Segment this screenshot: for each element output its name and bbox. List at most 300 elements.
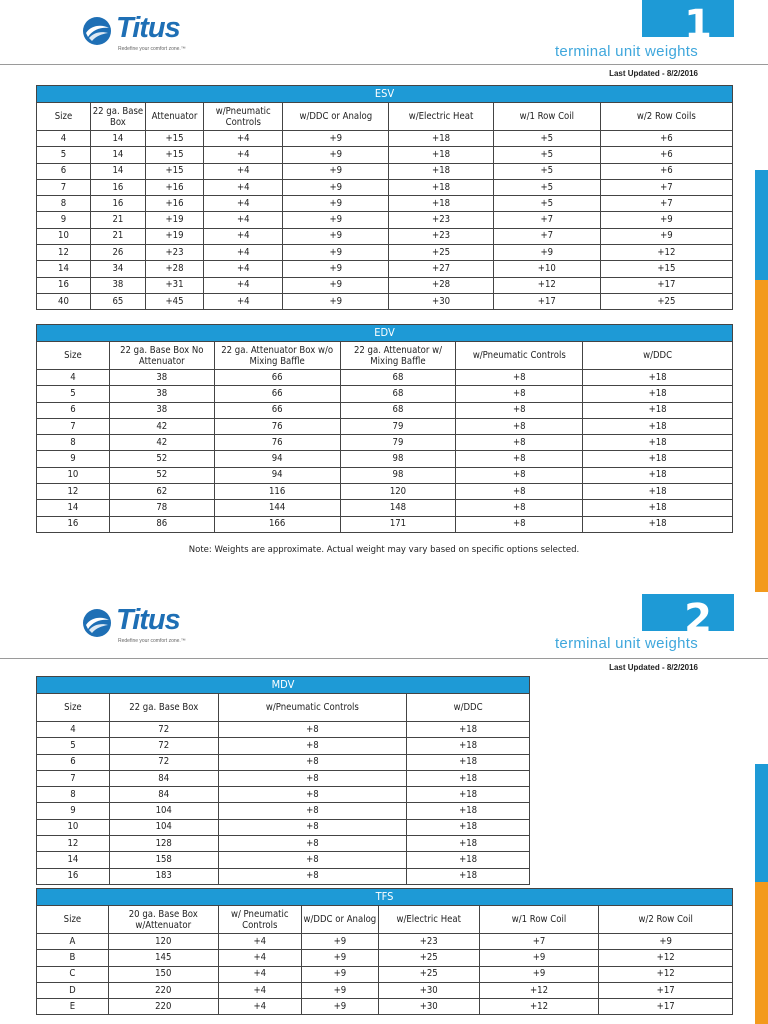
table-cell: 38 — [109, 402, 214, 418]
table-cell: +8 — [218, 803, 407, 819]
table-cell: +4 — [218, 982, 301, 998]
table-cell: 72 — [109, 738, 218, 754]
table-cell: 158 — [109, 852, 218, 868]
table-row — [37, 803, 530, 819]
table-cell: +8 — [218, 754, 407, 770]
table-cell: +28 — [389, 277, 494, 293]
column-header: w/2 Row Coils — [600, 103, 732, 131]
table-cell: +12 — [479, 999, 599, 1015]
table-cell: 65 — [90, 293, 145, 309]
table-cell: 34 — [90, 261, 145, 277]
table-cell: +30 — [389, 293, 494, 309]
table-cell: 68 — [340, 402, 456, 418]
table-row — [37, 722, 530, 738]
table-cell: +15 — [145, 163, 203, 179]
table-cell: 10 — [37, 819, 110, 835]
table-cell: +4 — [204, 131, 283, 147]
table-cell: B — [37, 950, 109, 966]
table-row — [37, 245, 733, 261]
table-cell: 79 — [340, 418, 456, 434]
column-header: 20 ga. Base Box w/Attenuator — [108, 906, 218, 934]
last-updated: Last Updated - 8/2/2016 — [609, 69, 698, 78]
column-header: w/ Pneumatic Controls — [218, 906, 301, 934]
table-cell: +19 — [145, 212, 203, 228]
table-row — [37, 934, 733, 950]
page-number-badge: 1 — [642, 0, 734, 37]
tfs-table — [36, 888, 733, 1015]
table-cell: 104 — [109, 819, 218, 835]
table-cell: +9 — [479, 950, 599, 966]
table-cell: +16 — [145, 196, 203, 212]
table-title: EDV — [37, 325, 733, 342]
table-cell: 79 — [340, 435, 456, 451]
table-cell: +18 — [583, 386, 733, 402]
table-cell: +7 — [479, 934, 599, 950]
table-cell: +8 — [218, 722, 407, 738]
table-cell: 16 — [90, 179, 145, 195]
page-number-badge: 2 — [642, 594, 734, 631]
table-cell: 5 — [37, 386, 110, 402]
table-row — [37, 418, 733, 434]
table-cell: 94 — [214, 467, 340, 483]
table-cell: +8 — [456, 418, 583, 434]
table-cell: 14 — [90, 131, 145, 147]
column-header: w/1 Row Coil — [493, 103, 600, 131]
column-header: w/1 Row Coil — [479, 906, 599, 934]
table-cell: 16 — [37, 516, 110, 532]
table-cell: +8 — [218, 836, 407, 852]
table-cell: 220 — [108, 999, 218, 1015]
table-row — [37, 370, 733, 386]
table-cell: 9 — [37, 212, 91, 228]
table-row — [37, 261, 733, 277]
header-divider — [0, 658, 768, 659]
table-cell: 38 — [109, 386, 214, 402]
table-cell: +17 — [599, 999, 733, 1015]
table-row — [37, 386, 733, 402]
table-row — [37, 131, 733, 147]
table-cell: +18 — [389, 147, 494, 163]
column-header: w/DDC or Analog — [283, 103, 389, 131]
column-header: w/Electric Heat — [378, 906, 479, 934]
table-cell: 4 — [37, 370, 110, 386]
table-cell: 7 — [37, 418, 110, 434]
table-cell: 120 — [340, 484, 456, 500]
table-cell: +5 — [493, 131, 600, 147]
table-cell: +18 — [407, 754, 530, 770]
table-cell: +9 — [283, 131, 389, 147]
table-cell: +31 — [145, 277, 203, 293]
table-row — [37, 500, 733, 516]
column-header: 22 ga. Base Box No Attenuator — [109, 342, 214, 370]
table-cell: +18 — [407, 868, 530, 884]
table-cell: 52 — [109, 451, 214, 467]
table-cell: +18 — [583, 418, 733, 434]
table-cell: +9 — [301, 934, 378, 950]
table-cell: 220 — [108, 982, 218, 998]
table-cell: +4 — [204, 277, 283, 293]
brand-tagline: Redefine your comfort zone.™ — [118, 46, 186, 52]
brand-name: Titus — [116, 604, 180, 636]
table-cell: 72 — [109, 722, 218, 738]
table-cell: 38 — [109, 370, 214, 386]
table-cell: +9 — [493, 245, 600, 261]
table-cell: 120 — [108, 934, 218, 950]
table-cell: +7 — [493, 228, 600, 244]
table-cell: +19 — [145, 228, 203, 244]
table-cell: +8 — [218, 770, 407, 786]
table-row — [37, 277, 733, 293]
table-cell: C — [37, 966, 109, 982]
column-header: Size — [37, 906, 109, 934]
table-cell: 42 — [109, 435, 214, 451]
table-cell: +4 — [204, 212, 283, 228]
table-cell: +27 — [389, 261, 494, 277]
table-cell: +17 — [599, 982, 733, 998]
table-cell: 5 — [37, 147, 91, 163]
side-tab-blue — [755, 170, 768, 280]
table-cell: 8 — [37, 787, 110, 803]
column-header: w/DDC — [407, 694, 530, 722]
table-cell: 183 — [109, 868, 218, 884]
side-tab-orange — [755, 882, 768, 1024]
table-cell: +4 — [204, 147, 283, 163]
table-cell: 68 — [340, 386, 456, 402]
table-row — [37, 293, 733, 309]
table-cell: +9 — [283, 179, 389, 195]
table-cell: 6 — [37, 754, 110, 770]
table-cell: 76 — [214, 435, 340, 451]
table-cell: +18 — [407, 819, 530, 835]
table-cell: +8 — [456, 500, 583, 516]
table-cell: 116 — [214, 484, 340, 500]
table-cell: 14 — [90, 147, 145, 163]
table-row — [37, 738, 530, 754]
table-row — [37, 950, 733, 966]
table-cell: +8 — [218, 868, 407, 884]
table-cell: +8 — [218, 787, 407, 803]
table-cell: +15 — [145, 147, 203, 163]
column-header: w/DDC or Analog — [301, 906, 378, 934]
table-row — [37, 451, 733, 467]
table-cell: +18 — [583, 484, 733, 500]
table-row — [37, 228, 733, 244]
table-cell: +23 — [389, 228, 494, 244]
table-cell: 26 — [90, 245, 145, 261]
table-cell: 144 — [214, 500, 340, 516]
table-cell: 128 — [109, 836, 218, 852]
table-cell: +9 — [283, 163, 389, 179]
table-row — [37, 212, 733, 228]
table-cell: +8 — [456, 370, 583, 386]
table-cell: 150 — [108, 966, 218, 982]
table-cell: +8 — [218, 738, 407, 754]
table-row — [37, 852, 530, 868]
table-cell: +25 — [378, 950, 479, 966]
column-header: w/Pneumatic Controls — [218, 694, 407, 722]
table-cell: 4 — [37, 131, 91, 147]
table-cell: +7 — [600, 179, 732, 195]
table-cell: +18 — [583, 402, 733, 418]
table-cell: +18 — [407, 722, 530, 738]
table-cell: +12 — [599, 950, 733, 966]
table-cell: 40 — [37, 293, 91, 309]
table-row — [37, 147, 733, 163]
table-cell: +18 — [389, 131, 494, 147]
titus-logo — [82, 604, 222, 644]
page-subtitle: terminal unit weights — [554, 635, 698, 652]
table-cell: 14 — [90, 163, 145, 179]
table-cell: +6 — [600, 131, 732, 147]
table-cell: +5 — [493, 163, 600, 179]
table-cell: 12 — [37, 484, 110, 500]
table-cell: 7 — [37, 179, 91, 195]
table-cell: 171 — [340, 516, 456, 532]
table-cell: +5 — [493, 147, 600, 163]
table-cell: +10 — [493, 261, 600, 277]
table-cell: +8 — [218, 852, 407, 868]
table-cell: +15 — [600, 261, 732, 277]
table-cell: 4 — [37, 722, 110, 738]
table-cell: +9 — [301, 999, 378, 1015]
table-cell: +9 — [283, 245, 389, 261]
header-divider — [0, 64, 768, 65]
table-cell: 98 — [340, 451, 456, 467]
table-cell: +9 — [301, 950, 378, 966]
table-cell: +23 — [378, 934, 479, 950]
edv-table — [36, 324, 733, 533]
side-tab-blue — [755, 764, 768, 882]
table-cell: 166 — [214, 516, 340, 532]
table-cell: 148 — [340, 500, 456, 516]
column-header: 22 ga. Base Box — [109, 694, 218, 722]
table-cell: +7 — [493, 212, 600, 228]
table-cell: +8 — [456, 516, 583, 532]
table-cell: +30 — [378, 982, 479, 998]
table-cell: +18 — [389, 163, 494, 179]
table-cell: +28 — [145, 261, 203, 277]
column-header: Size — [37, 694, 110, 722]
table-cell: +9 — [283, 261, 389, 277]
table-cell: +18 — [407, 803, 530, 819]
table-cell: +17 — [600, 277, 732, 293]
table-cell: 78 — [109, 500, 214, 516]
table-cell: 8 — [37, 435, 110, 451]
table-cell: 42 — [109, 418, 214, 434]
column-header: 22 ga. Attenuator w/ Mixing Baffle — [340, 342, 456, 370]
table-cell: +8 — [218, 819, 407, 835]
table-cell: 62 — [109, 484, 214, 500]
table-cell: +17 — [493, 293, 600, 309]
table-cell: 66 — [214, 386, 340, 402]
table-row — [37, 868, 530, 884]
table-cell: +23 — [145, 245, 203, 261]
table-cell: +4 — [218, 966, 301, 982]
esv-table — [36, 85, 733, 310]
table-row — [37, 966, 733, 982]
table-cell: +5 — [493, 179, 600, 195]
table-cell: 104 — [109, 803, 218, 819]
table-cell: 21 — [90, 228, 145, 244]
table-cell: +4 — [204, 245, 283, 261]
table-cell: 68 — [340, 370, 456, 386]
table-cell: +8 — [456, 467, 583, 483]
table-cell: +8 — [456, 484, 583, 500]
brand-name: Titus — [116, 12, 180, 44]
table-cell: +8 — [456, 451, 583, 467]
table-cell: 94 — [214, 451, 340, 467]
table-row — [37, 836, 530, 852]
table-row — [37, 770, 530, 786]
table-cell: 14 — [37, 261, 91, 277]
table-cell: +9 — [600, 228, 732, 244]
table-cell: +9 — [301, 982, 378, 998]
table-cell: +4 — [204, 293, 283, 309]
table-cell: +18 — [407, 787, 530, 803]
table-cell: +18 — [407, 836, 530, 852]
table-cell: +16 — [145, 179, 203, 195]
table-cell: 6 — [37, 402, 110, 418]
table-cell: 76 — [214, 418, 340, 434]
page-2 — [0, 592, 768, 1024]
table-cell: +18 — [583, 451, 733, 467]
table-cell: +18 — [389, 196, 494, 212]
table-cell: 66 — [214, 370, 340, 386]
column-header: 22 ga. Base Box — [90, 103, 145, 131]
table-cell: 66 — [214, 402, 340, 418]
column-header: Size — [37, 342, 110, 370]
table-cell: 72 — [109, 754, 218, 770]
table-row — [37, 982, 733, 998]
table-cell: D — [37, 982, 109, 998]
column-header: Attenuator — [145, 103, 203, 131]
column-header: Size — [37, 103, 91, 131]
page-subtitle: terminal unit weights — [554, 43, 698, 60]
table-cell: 6 — [37, 163, 91, 179]
table-cell: +9 — [479, 966, 599, 982]
table-cell: +6 — [600, 147, 732, 163]
table-row — [37, 999, 733, 1015]
table-cell: 8 — [37, 196, 91, 212]
table-cell: +25 — [389, 245, 494, 261]
table-cell: 16 — [37, 868, 110, 884]
table-cell: 52 — [109, 467, 214, 483]
table-cell: 12 — [37, 836, 110, 852]
table-cell: +12 — [600, 245, 732, 261]
column-header: w/Electric Heat — [389, 103, 494, 131]
column-header: 22 ga. Attenuator Box w/o Mixing Baffle — [214, 342, 340, 370]
table-cell: 86 — [109, 516, 214, 532]
table-title: TFS — [37, 889, 733, 906]
column-header: w/Pneumatic Controls — [204, 103, 283, 131]
table-cell: 10 — [37, 228, 91, 244]
table-cell: +4 — [204, 179, 283, 195]
table-cell: +8 — [456, 386, 583, 402]
table-row — [37, 196, 733, 212]
table-cell: +12 — [493, 277, 600, 293]
column-header: w/DDC — [583, 342, 733, 370]
table-cell: 14 — [37, 852, 110, 868]
table-cell: 10 — [37, 467, 110, 483]
column-header: w/2 Row Coil — [599, 906, 733, 934]
table-cell: 5 — [37, 738, 110, 754]
table-cell: +18 — [583, 467, 733, 483]
table-cell: 7 — [37, 770, 110, 786]
table-cell: +5 — [493, 196, 600, 212]
table-row — [37, 402, 733, 418]
table-cell: +4 — [204, 163, 283, 179]
table-cell: +18 — [583, 435, 733, 451]
table-cell: +4 — [204, 228, 283, 244]
titus-logo — [82, 12, 222, 52]
table-cell: +18 — [407, 852, 530, 868]
table-cell: 14 — [37, 500, 110, 516]
table-cell: +4 — [204, 196, 283, 212]
table-row — [37, 484, 733, 500]
table-cell: +12 — [599, 966, 733, 982]
table-cell: 16 — [37, 277, 91, 293]
table-cell: +7 — [600, 196, 732, 212]
table-cell: +9 — [283, 212, 389, 228]
table-cell: +18 — [407, 738, 530, 754]
table-row — [37, 179, 733, 195]
table-cell: +23 — [389, 212, 494, 228]
table-cell: +4 — [218, 934, 301, 950]
table-cell: 12 — [37, 245, 91, 261]
table-cell: +8 — [456, 435, 583, 451]
table-cell: +9 — [283, 196, 389, 212]
table-row — [37, 754, 530, 770]
table-cell: +9 — [301, 966, 378, 982]
column-header: w/Pneumatic Controls — [456, 342, 583, 370]
table-cell: +9 — [599, 934, 733, 950]
table-cell: +15 — [145, 131, 203, 147]
table-row — [37, 516, 733, 532]
brand-tagline: Redefine your comfort zone.™ — [118, 638, 186, 644]
weights-note: Note: Weights are approximate. Actual weight may vary based on specific options selected. — [188, 545, 580, 555]
table-title: MDV — [37, 677, 530, 694]
table-cell: +45 — [145, 293, 203, 309]
table-cell: 84 — [109, 770, 218, 786]
table-cell: +9 — [283, 228, 389, 244]
table-cell: +9 — [283, 293, 389, 309]
table-title: ESV — [37, 86, 733, 103]
table-cell: +8 — [456, 402, 583, 418]
table-cell: +9 — [600, 212, 732, 228]
swirl-logo-icon — [82, 16, 112, 46]
table-cell: +30 — [378, 999, 479, 1015]
table-row — [37, 787, 530, 803]
table-cell: 21 — [90, 212, 145, 228]
table-cell: +4 — [204, 261, 283, 277]
table-row — [37, 467, 733, 483]
table-cell: +9 — [283, 277, 389, 293]
table-cell: +4 — [218, 950, 301, 966]
table-cell: 9 — [37, 803, 110, 819]
table-cell: 98 — [340, 467, 456, 483]
table-cell: 84 — [109, 787, 218, 803]
table-cell: +18 — [583, 370, 733, 386]
table-cell: E — [37, 999, 109, 1015]
table-row — [37, 819, 530, 835]
swirl-logo-icon — [82, 608, 112, 638]
table-cell: 145 — [108, 950, 218, 966]
table-row — [37, 435, 733, 451]
table-cell: +18 — [583, 516, 733, 532]
table-cell: +25 — [378, 966, 479, 982]
table-cell: 38 — [90, 277, 145, 293]
table-cell: +18 — [389, 179, 494, 195]
